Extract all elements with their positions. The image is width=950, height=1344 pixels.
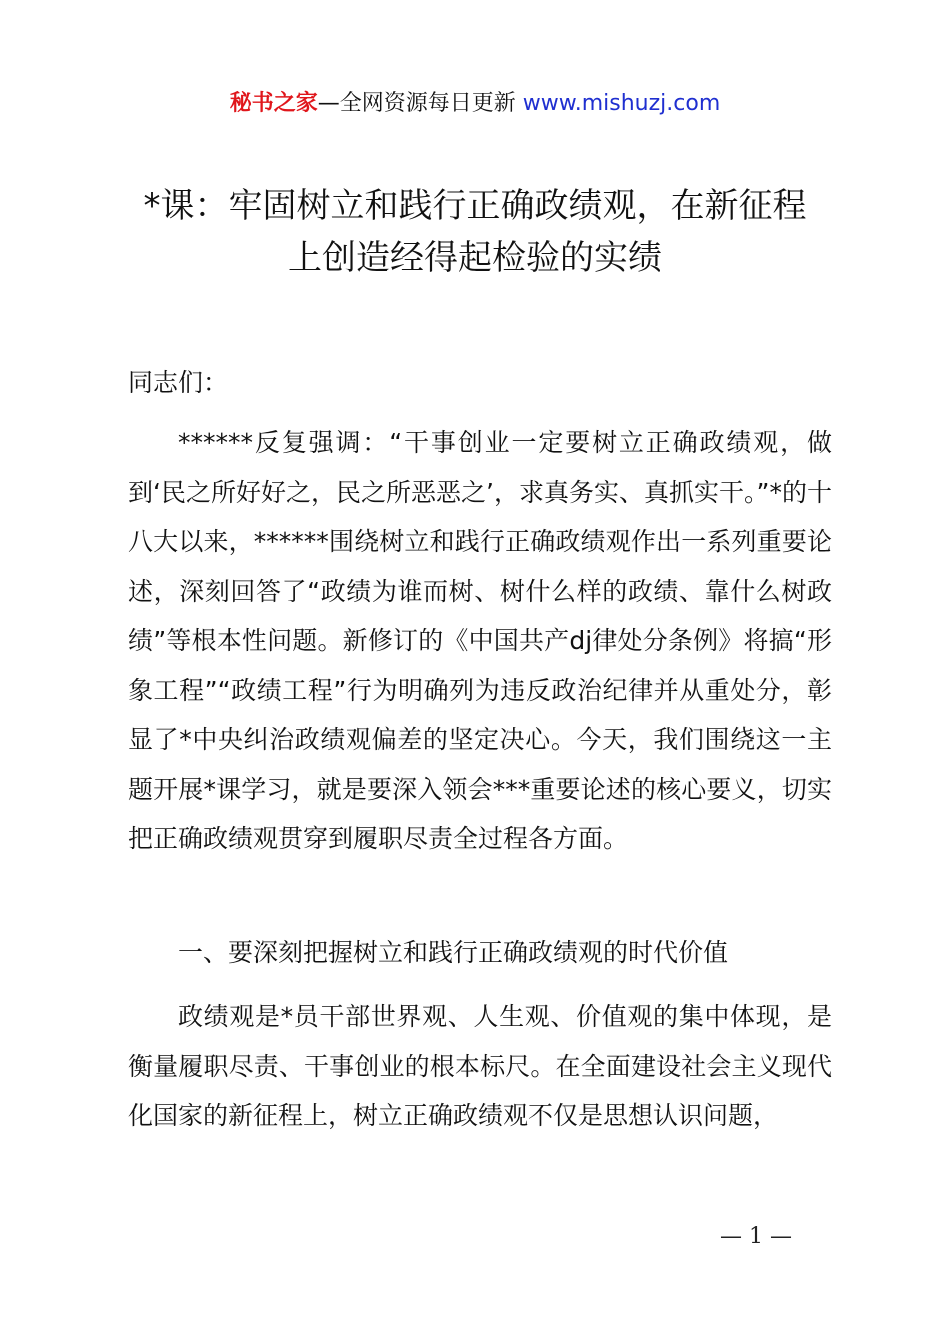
paragraph-intro: ******反复强调：“干事创业一定要树立正确政绩观，做到‘民之所好好之，民之所恶恶之’，求真务实、真抓实干。”*的十八大以来，******围绕树立和践行正确政绩观作出一系列重要论述，深刻回答了“政绩为谁而树、树什么样的政绩、靠什么树政绩”等根本性问题。新修订的《中国共产dj律处分条例》将搞“形象工程”“政绩工程”行为明确列为违反政治纪律并从重处分，彰显了*中央纠治政绩观偏差的坚定决心。今天，我们围绕这一主题开展*课学习，就是要深入领会***重要论述的核心要义，切实把正确政绩观贯穿到履职尽责全过程各方面。	[128, 428, 832, 853]
section-heading-1: 一、要深刻把握树立和践行正确政绩观的时代价值	[178, 938, 729, 967]
salutation: 同志们：	[128, 368, 229, 397]
site-url-link[interactable]: www.mishuzj.com	[522, 91, 721, 116]
page-number: — 1 —	[720, 1224, 792, 1249]
header-tagline: —全网资源每日更新	[317, 91, 516, 116]
brand-name: 秘书之家	[229, 91, 318, 116]
paragraph-section-1: 政绩观是*员干部世界观、人生观、价值观的集中体现，是衡量履职尽责、干事创业的根本标尺。在全面建设社会主义现代化国家的新征程上，树立正确政绩观不仅是思想认识问题，	[128, 1002, 832, 1130]
document-title	[60, 180, 890, 284]
title-line-1: *课：牢固树立和践行正确政绩观，在新征程	[143, 186, 807, 226]
title-line-2: 上创造经得起检验的实绩	[288, 238, 662, 278]
site-header	[0, 88, 950, 120]
